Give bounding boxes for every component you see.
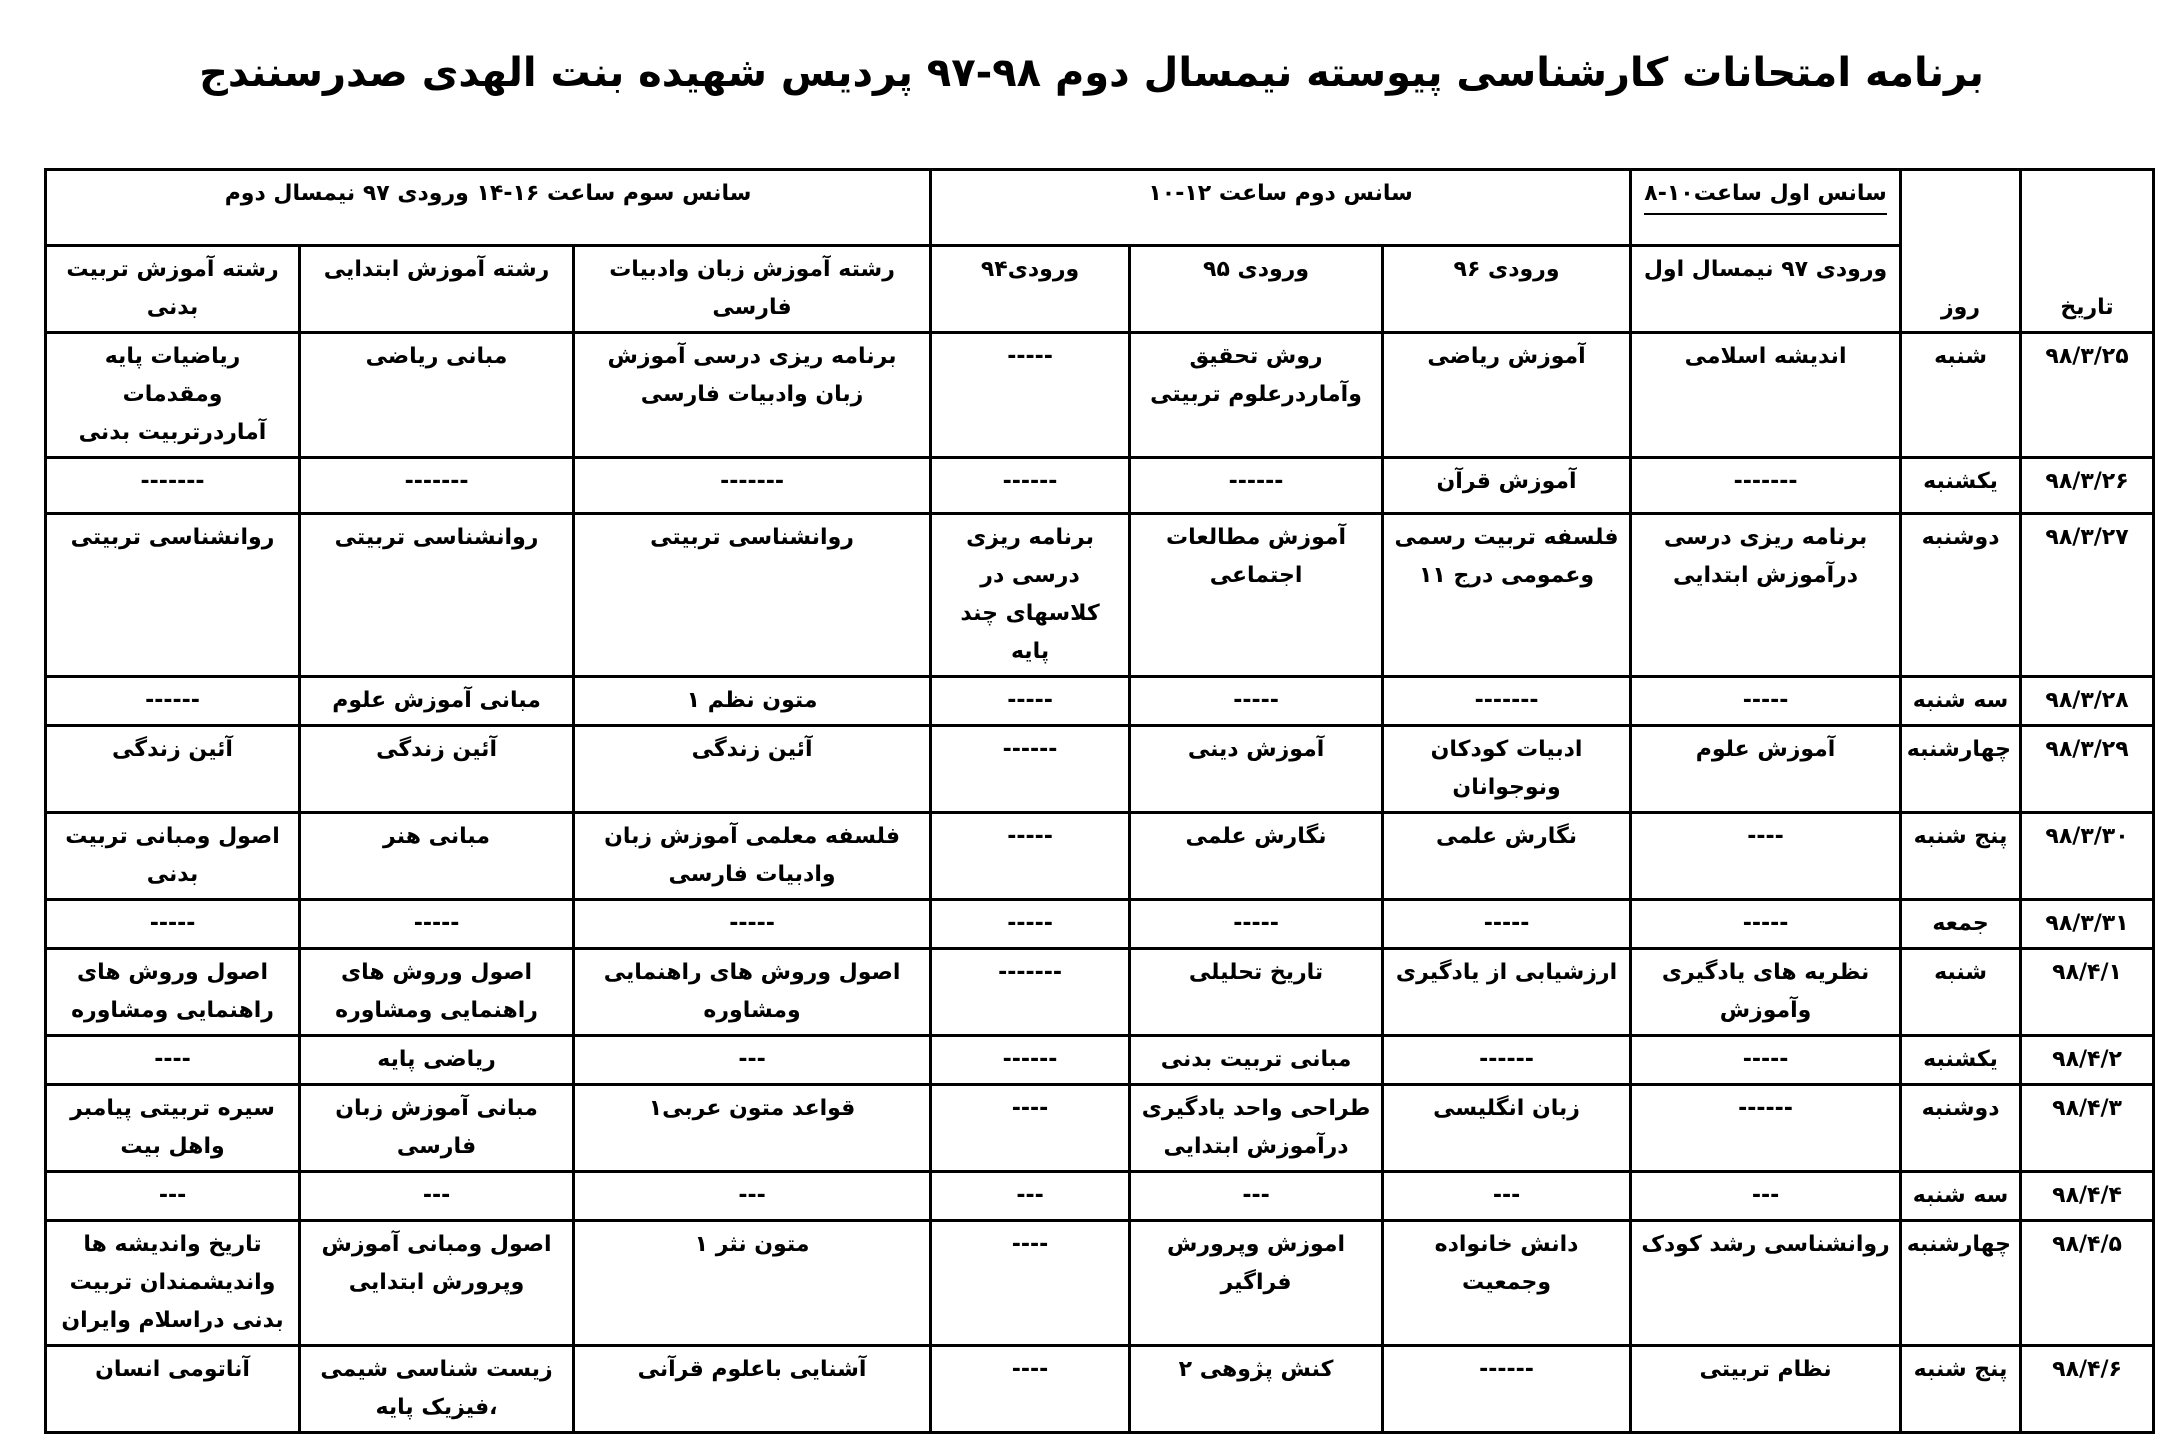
day-cell: یکشنبه [1901, 1036, 2021, 1085]
table-row [46, 949, 2154, 1036]
exam-cell: اصول ومبانی تربیت بدنی [46, 813, 300, 900]
exam-schedule-table [44, 168, 2155, 1434]
exam-cell: تاریخ تحلیلی [1130, 949, 1383, 1036]
date-cell: ۹۸/۳/۲۵ [2021, 333, 2154, 458]
exam-cell: آموزش ریاضی [1383, 333, 1631, 458]
exam-cell: نظریه های یادگیری وآموزش [1631, 949, 1901, 1036]
exam-cell: ---- [931, 1346, 1130, 1433]
exam-cell: سیره تربیتی پیامبر واهل بیت [46, 1085, 300, 1172]
date-cell: ۹۸/۴/۵ [2021, 1221, 2154, 1346]
page-title: برنامه امتحانات کارشناسی پیوسته نیمسال دوم ۹۸-۹۷ پردیس شهیده بنت الهدی صدرسنندج [199, 50, 1984, 96]
session-1-label: سانس اول ساعت۱۰-۸ [1644, 175, 1887, 215]
exam-cell: اموزش وپرورش فراگیر [1130, 1221, 1383, 1346]
exam-cell: ---- [931, 1221, 1130, 1346]
exam-cell: ----- [1130, 900, 1383, 949]
session-2-header [931, 170, 1631, 246]
exam-cell: ------ [1631, 1085, 1901, 1172]
date-cell: ۹۸/۴/۲ [2021, 1036, 2154, 1085]
exam-cell: دانش خانواده وجمعیت [1383, 1221, 1631, 1346]
exam-cell: آئین زندگی [574, 726, 931, 813]
column-header-row [46, 246, 2154, 333]
table-row [46, 677, 2154, 726]
exam-cell: ----- [1631, 900, 1901, 949]
table-row [46, 900, 2154, 949]
exam-cell: اصول وروش های راهنمایی ومشاوره [300, 949, 574, 1036]
exam-cell: ریاضی پایه [300, 1036, 574, 1085]
table-row [46, 1085, 2154, 1172]
exam-cell: مبانی تربیت بدنی [1130, 1036, 1383, 1085]
exam-cell: ----- [46, 900, 300, 949]
exam-cell: روانشناسی تربیتی [574, 514, 931, 677]
exam-cell: ----- [300, 900, 574, 949]
exam-cell: اصول وروش های راهنمایی ومشاوره [46, 949, 300, 1036]
exam-cell: ------- [574, 458, 931, 514]
session-header-row [46, 170, 2154, 246]
table-row [46, 458, 2154, 514]
exam-cell: زیست شناسی شیمی ،فیزیک پایه [300, 1346, 574, 1433]
exam-cell: مبانی آموزش زبان فارسی [300, 1085, 574, 1172]
exam-cell: فلسفه تربیت رسمی وعمومی درج ۱۱ [1383, 514, 1631, 677]
exam-cell: نظام تربیتی [1631, 1346, 1901, 1433]
exam-cell: ------- [1383, 677, 1631, 726]
exam-cell: روانشناسی تربیتی [46, 514, 300, 677]
exam-cell: آموزش مطالعات اجتماعی [1130, 514, 1383, 677]
exam-cell: مبانی هنر [300, 813, 574, 900]
column-header: ورودی ۹۷ نیمسال اول [1631, 246, 1901, 333]
exam-cell: ریاضیات پایه ومقدمات آماردرتربیت بدنی [46, 333, 300, 458]
exam-cell: مبانی ریاضی [300, 333, 574, 458]
column-header: ورودی ۹۵ [1130, 246, 1383, 333]
exam-cell: ----- [1631, 677, 1901, 726]
date-cell: ۹۸/۴/۱ [2021, 949, 2154, 1036]
exam-cell: اصول وروش های راهنمایی ومشاوره [574, 949, 931, 1036]
exam-cell: ------ [1130, 458, 1383, 514]
column-header: ورودی ۹۶ [1383, 246, 1631, 333]
exam-cell: آناتومی انسان [46, 1346, 300, 1433]
exam-cell: برنامه ریزی درسی درآموزش ابتدایی [1631, 514, 1901, 677]
exam-cell: ------- [1631, 458, 1901, 514]
exam-cell: روش تحقیق وآماردرعلوم تربیتی [1130, 333, 1383, 458]
exam-cell: آموزش قرآن [1383, 458, 1631, 514]
table-row [46, 813, 2154, 900]
exam-cell: متون نثر ۱ [574, 1221, 931, 1346]
exam-cell: روانشناسی تربیتی [300, 514, 574, 677]
date-cell: ۹۸/۳/۲۹ [2021, 726, 2154, 813]
exam-cell: ------ [1383, 1346, 1631, 1433]
exam-cell: ------ [931, 458, 1130, 514]
exam-cell: ----- [1631, 1036, 1901, 1085]
date-cell: ۹۸/۳/۲۷ [2021, 514, 2154, 677]
exam-cell: آشنایی باعلوم قرآنی [574, 1346, 931, 1433]
exam-cell: ---- [1631, 813, 1901, 900]
date-cell: ۹۸/۴/۳ [2021, 1085, 2154, 1172]
exam-cell: نگارش علمی [1383, 813, 1631, 900]
column-header: رشته آموزش ابتدایی [300, 246, 574, 333]
exam-cell: برنامه ریزی درسی آموزش زبان وادبیات فارسی [574, 333, 931, 458]
exam-cell: --- [1130, 1172, 1383, 1221]
table-row [46, 514, 2154, 677]
exam-cell: --- [300, 1172, 574, 1221]
exam-cell: ----- [931, 677, 1130, 726]
day-cell: جمعه [1901, 900, 2021, 949]
table-row [46, 1172, 2154, 1221]
column-header: رشته آموزش تربیت بدنی [46, 246, 300, 333]
table-row [46, 1346, 2154, 1433]
day-cell: دوشنبه [1901, 514, 2021, 677]
session-2-label: سانس دوم ساعت ۱۲-۱۰ [1148, 181, 1413, 206]
session-3-header [46, 170, 931, 246]
exam-cell: ادبیات کودکان ونوجوانان [1383, 726, 1631, 813]
exam-cell: ----- [931, 333, 1130, 458]
date-cell: ۹۸/۳/۲۸ [2021, 677, 2154, 726]
date-cell: ۹۸/۳/۳۱ [2021, 900, 2154, 949]
day-cell: چهارشنبه [1901, 726, 2021, 813]
day-cell: پنج شنبه [1901, 1346, 2021, 1433]
day-cell: دوشنبه [1901, 1085, 2021, 1172]
exam-cell: --- [1383, 1172, 1631, 1221]
exam-cell: نگارش علمی [1130, 813, 1383, 900]
exam-cell: آموزش دینی [1130, 726, 1383, 813]
exam-cell: طراحی واحد یادگیری درآموزش ابتدایی [1130, 1085, 1383, 1172]
exam-cell: --- [1631, 1172, 1901, 1221]
day-cell: شنبه [1901, 949, 2021, 1036]
exam-cell: مبانی آموزش علوم [300, 677, 574, 726]
exam-cell: ---- [931, 1085, 1130, 1172]
exam-cell: --- [46, 1172, 300, 1221]
session-3-label: سانس سوم ساعت ۱۶-۱۴ ورودی ۹۷ نیمسال دوم [224, 181, 752, 206]
exam-cell: ----- [1383, 900, 1631, 949]
exam-cell: ------- [46, 458, 300, 514]
exam-cell: اصول ومبانی آموزش وپرورش ابتدایی [300, 1221, 574, 1346]
exam-cell: --- [574, 1036, 931, 1085]
exam-cell: ------ [931, 726, 1130, 813]
exam-cell: آموزش علوم [1631, 726, 1901, 813]
day-cell: یکشنبه [1901, 458, 2021, 514]
exam-cell: ------- [931, 949, 1130, 1036]
exam-cell: آئین زندگی [46, 726, 300, 813]
exam-cell: ----- [1130, 677, 1383, 726]
exam-cell: اندیشه اسلامی [1631, 333, 1901, 458]
exam-cell: ------- [300, 458, 574, 514]
exam-cell: ----- [574, 900, 931, 949]
table-row [46, 333, 2154, 458]
exam-cell: زبان انگلیسی [1383, 1085, 1631, 1172]
session-1-header [1631, 170, 1901, 246]
day-header: روز [1901, 170, 2021, 333]
exam-cell: ------ [1383, 1036, 1631, 1085]
exam-cell: ارزشیابی از یادگیری [1383, 949, 1631, 1036]
exam-cell: فلسفه معلمی آموزش زبان وادبیات فارسی [574, 813, 931, 900]
table-row [46, 1221, 2154, 1346]
exam-cell: ------ [931, 1036, 1130, 1085]
date-cell: ۹۸/۴/۶ [2021, 1346, 2154, 1433]
date-cell: ۹۸/۳/۲۶ [2021, 458, 2154, 514]
exam-cell: قواعد متون عربی۱ [574, 1085, 931, 1172]
date-cell: ۹۸/۳/۳۰ [2021, 813, 2154, 900]
table-row [46, 726, 2154, 813]
exam-cell: متون نظم ۱ [574, 677, 931, 726]
exam-cell: آئین زندگی [300, 726, 574, 813]
column-header: ورودی۹۴ [931, 246, 1130, 333]
date-header: تاریخ [2021, 170, 2154, 333]
date-cell: ۹۸/۴/۴ [2021, 1172, 2154, 1221]
exam-cell: روانشناسی رشد کودک [1631, 1221, 1901, 1346]
exam-cell: تاریخ واندیشه ها واندیشمندان تربیت بدنی دراسلام وایران [46, 1221, 300, 1346]
exam-cell: ------ [46, 677, 300, 726]
exam-cell: برنامه ریزی درسی در کلاسهای چند پایه [931, 514, 1130, 677]
table-row [46, 1036, 2154, 1085]
exam-cell: ----- [931, 813, 1130, 900]
day-cell: پنج شنبه [1901, 813, 2021, 900]
column-header: رشته آموزش زبان وادبیات فارسی [574, 246, 931, 333]
exam-cell: --- [931, 1172, 1130, 1221]
exam-cell: --- [574, 1172, 931, 1221]
day-cell: چهارشنبه [1901, 1221, 2021, 1346]
day-cell: سه شنبه [1901, 1172, 2021, 1221]
exam-cell: کنش پژوهی ۲ [1130, 1346, 1383, 1433]
day-cell: شنبه [1901, 333, 2021, 458]
day-cell: سه شنبه [1901, 677, 2021, 726]
exam-cell: ---- [46, 1036, 300, 1085]
exam-cell: ----- [931, 900, 1130, 949]
